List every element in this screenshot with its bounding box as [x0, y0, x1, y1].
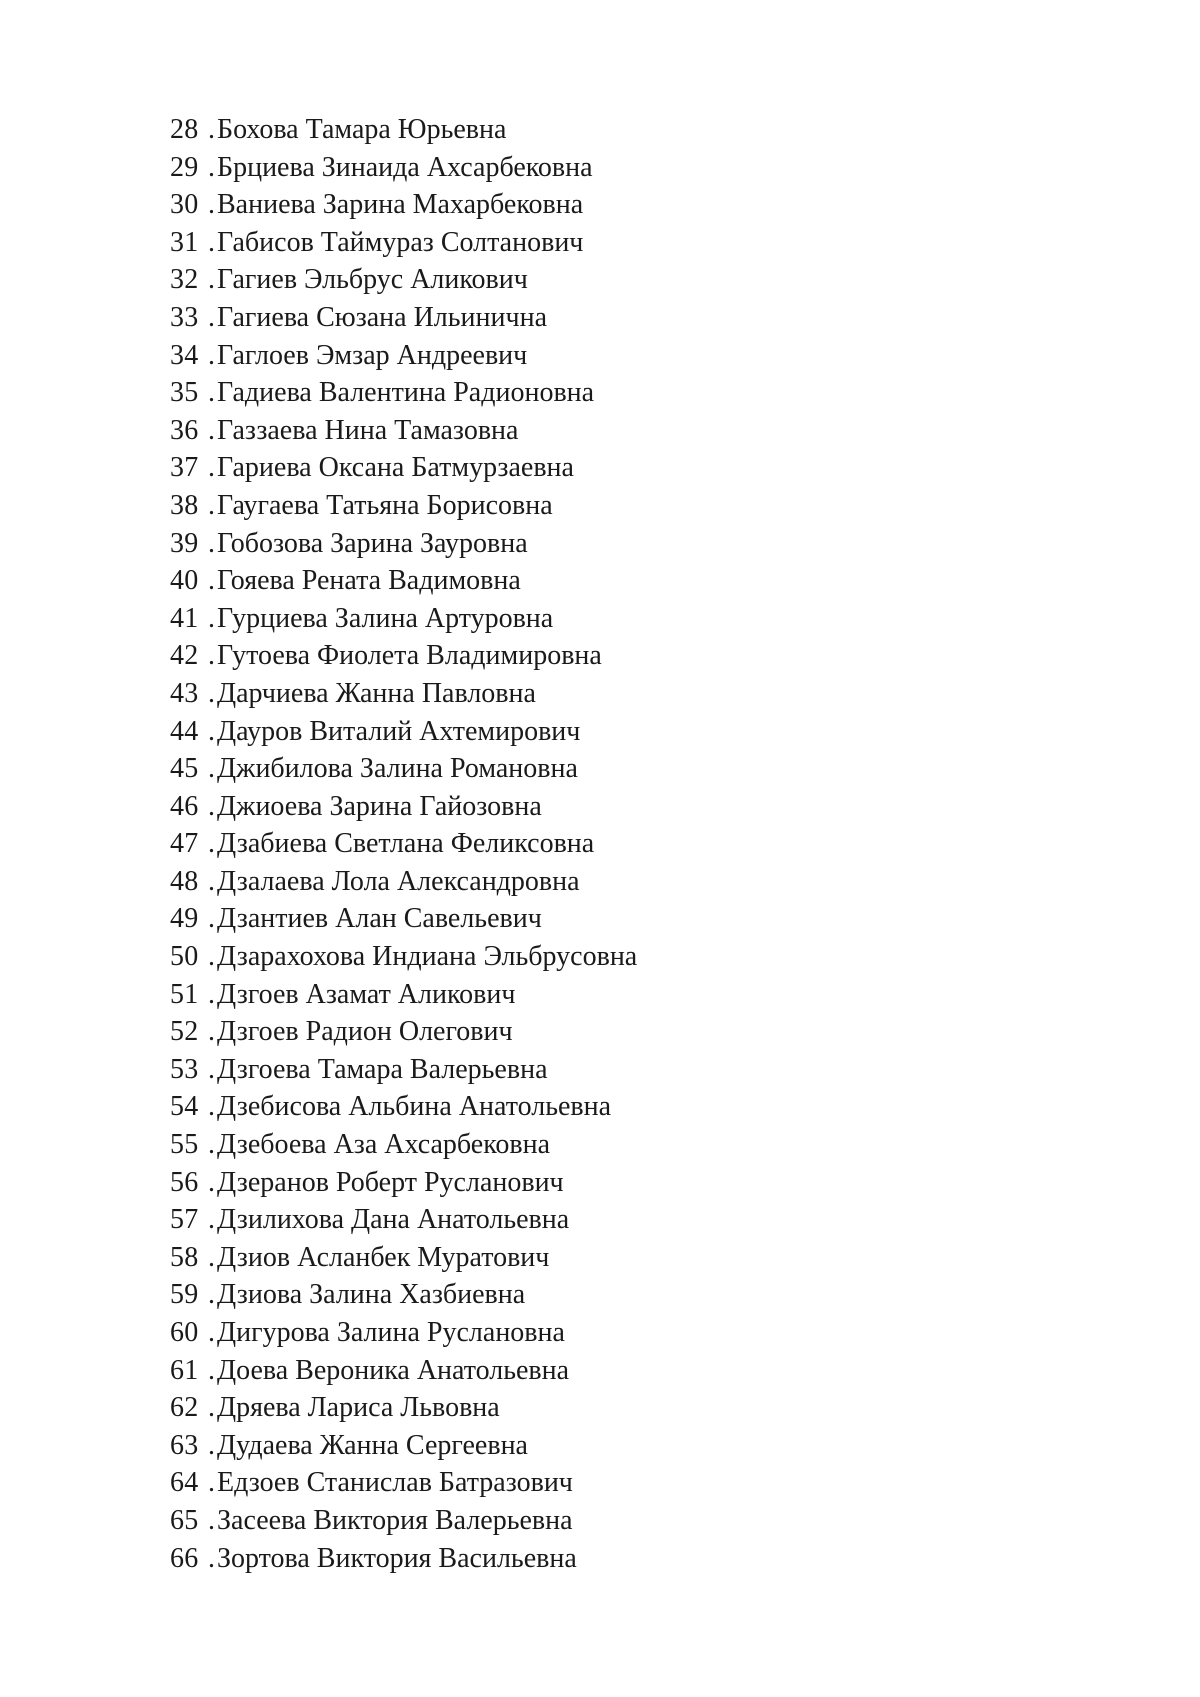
item-number-dot: . [208, 828, 215, 860]
item-full-name: Гагиев Эльбрус Аликович [217, 264, 528, 296]
item-number: 40 [170, 565, 199, 597]
list-item [170, 1013, 637, 1051]
item-number-dot: . [208, 941, 215, 973]
item-number: 39 [170, 527, 199, 559]
item-number-dot: . [208, 339, 215, 371]
item-full-name: Дзгоев Азамат Аликович [217, 978, 516, 1010]
item-full-name: Гагиева Сюзана Ильинична [217, 301, 547, 333]
item-number-dot: . [208, 753, 215, 785]
item-full-name: Дзгоев Радион Олегович [217, 1016, 513, 1048]
item-full-name: Гояева Рената Вадимовна [217, 565, 521, 597]
item-number-dot: . [208, 1053, 215, 1085]
item-number: 36 [170, 414, 199, 446]
item-full-name: Дзабиева Светлана Феликсовна [217, 828, 595, 860]
item-number-dot: . [208, 1129, 215, 1161]
item-number-dot: . [208, 903, 215, 935]
item-full-name: Брциева Зинаида Ахсарбековна [217, 151, 593, 183]
item-number: 63 [170, 1429, 199, 1461]
item-full-name: Дзиов Асланбек Муратович [217, 1241, 550, 1273]
list-item [170, 863, 637, 901]
list-item [170, 675, 637, 713]
item-full-name: Дауров Виталий Ахтемирович [217, 715, 581, 747]
list-item [170, 825, 637, 863]
item-number-dot: . [208, 1392, 215, 1424]
item-number-dot: . [208, 226, 215, 258]
list-item [170, 186, 637, 224]
list-item [170, 1276, 637, 1314]
item-number: 54 [170, 1091, 199, 1123]
item-number-dot: . [208, 1241, 215, 1273]
item-full-name: Дзгоева Тамара Валерьевна [217, 1053, 548, 1085]
list-item [170, 976, 637, 1014]
item-number: 62 [170, 1392, 199, 1424]
item-full-name: Дзарахохова Индиана Эльбрусовна [217, 941, 638, 973]
list-item [170, 713, 637, 751]
item-number-dot: . [208, 790, 215, 822]
item-number: 35 [170, 377, 199, 409]
item-full-name: Габисов Таймураз Солтанович [217, 226, 584, 258]
name-list [170, 111, 637, 1577]
list-item [170, 487, 637, 525]
list-item [170, 1464, 637, 1502]
item-full-name: Дзантиев Алан Савельевич [217, 903, 542, 935]
item-number-dot: . [208, 1317, 215, 1348]
item-full-name: Гурциева Залина Артуровна [217, 602, 554, 634]
item-number: 59 [170, 1279, 199, 1311]
item-number: 47 [170, 828, 199, 860]
item-number-dot: . [208, 377, 215, 409]
item-full-name: Джибилова Залина Романовна [217, 753, 578, 785]
item-number: 58 [170, 1241, 199, 1273]
item-full-name: Гутоева Фиолета Владимировна [217, 640, 602, 672]
item-full-name: Едзоев Станислав Батразович [217, 1467, 573, 1499]
item-number-dot: . [208, 978, 215, 1010]
list-item [170, 750, 637, 788]
list-item [170, 637, 637, 675]
item-number: 29 [170, 151, 199, 183]
item-number: 31 [170, 226, 199, 258]
item-number: 56 [170, 1166, 199, 1198]
item-full-name: Джиоева Зарина Гайозовна [217, 790, 542, 822]
item-number-dot: . [208, 865, 215, 897]
list-item [170, 788, 637, 826]
item-number: 53 [170, 1053, 199, 1085]
item-full-name: Гаглоев Эмзар Андреевич [217, 339, 528, 371]
item-number: 49 [170, 903, 199, 935]
list-item [170, 337, 637, 375]
item-number-dot: . [208, 1467, 215, 1499]
item-number-dot: . [208, 640, 215, 672]
item-number-dot: . [208, 1354, 215, 1386]
item-full-name: Дарчиева Жанна Павловна [217, 677, 536, 709]
item-number-dot: . [208, 1166, 215, 1198]
list-item [170, 1164, 637, 1202]
list-item [170, 1088, 637, 1126]
item-number: 57 [170, 1204, 199, 1236]
item-full-name: Дзебисова Альбина Анатольевна [217, 1091, 612, 1123]
item-full-name: Гадиева Валентина Радионовна [217, 377, 595, 409]
item-full-name: Дзеранов Роберт Русланович [217, 1166, 564, 1198]
item-number: 48 [170, 865, 199, 897]
item-number-dot: . [208, 1091, 215, 1123]
list-item [170, 1126, 637, 1164]
item-number-dot: . [208, 565, 215, 597]
item-full-name: Дигурова Залина Руслановна [217, 1317, 565, 1348]
item-number-dot: . [208, 452, 215, 484]
list-item [170, 299, 637, 337]
item-full-name: Дзилихова Дана Анатольевна [217, 1204, 570, 1236]
list-item [170, 1239, 637, 1277]
item-number-dot: . [208, 602, 215, 634]
item-number-dot: . [208, 1429, 215, 1461]
list-item [170, 1389, 637, 1427]
item-number: 50 [170, 941, 199, 973]
item-full-name: Засеева Виктория Валерьевна [217, 1504, 573, 1536]
item-number-dot: . [208, 414, 215, 446]
item-number: 34 [170, 339, 199, 371]
list-item [170, 1540, 637, 1578]
item-full-name: Дзиова Залина Хазбиевна [217, 1279, 526, 1311]
item-full-name: Дряева Лариса Львовна [217, 1392, 500, 1424]
list-item [170, 449, 637, 487]
item-number: 30 [170, 189, 199, 221]
item-number-dot: . [208, 151, 215, 183]
item-number: 44 [170, 715, 199, 747]
list-item [170, 261, 637, 299]
item-number: 42 [170, 640, 199, 672]
item-full-name: Дзалаева Лола Александровна [217, 865, 580, 897]
item-number-dot: . [208, 527, 215, 559]
list-item [170, 111, 637, 149]
list-item [170, 1352, 637, 1390]
list-item [170, 412, 637, 450]
item-number: 38 [170, 489, 199, 521]
item-number: 65 [170, 1504, 199, 1536]
item-full-name: Дудаева Жанна Сергеевна [217, 1429, 528, 1461]
item-full-name: Гаугаева Татьяна Борисовна [217, 489, 553, 521]
item-number-dot: . [208, 489, 215, 521]
item-number: 64 [170, 1467, 199, 1499]
item-number-dot: . [208, 715, 215, 747]
item-number: 28 [170, 114, 199, 145]
list-item [170, 1314, 637, 1352]
item-number: 52 [170, 1016, 199, 1048]
item-number-dot: . [208, 1504, 215, 1536]
item-number: 55 [170, 1129, 199, 1161]
item-number: 51 [170, 978, 199, 1010]
list-item [170, 149, 637, 187]
item-number: 37 [170, 452, 199, 484]
item-number: 43 [170, 677, 199, 709]
item-number-dot: . [208, 114, 215, 145]
list-item [170, 1201, 637, 1239]
item-number: 45 [170, 753, 199, 785]
item-number: 33 [170, 301, 199, 333]
item-full-name: Бохова Тамара Юрьевна [217, 114, 507, 145]
item-number: 46 [170, 790, 199, 822]
item-number-dot: . [208, 1542, 215, 1574]
item-full-name: Дзебоева Аза Ахсарбековна [217, 1129, 551, 1161]
item-full-name: Зортова Виктория Васильевна [217, 1542, 577, 1574]
list-item [170, 1502, 637, 1540]
item-number-dot: . [208, 1016, 215, 1048]
item-number-dot: . [208, 1279, 215, 1311]
item-number-dot: . [208, 264, 215, 296]
list-item [170, 600, 637, 638]
item-number-dot: . [208, 301, 215, 333]
item-number-dot: . [208, 677, 215, 709]
item-number: 41 [170, 602, 199, 634]
list-item [170, 1427, 637, 1465]
list-item [170, 374, 637, 412]
item-full-name: Гобозова Зарина Зауровна [217, 527, 528, 559]
item-number-dot: . [208, 1204, 215, 1236]
item-number: 66 [170, 1542, 199, 1574]
list-item [170, 525, 637, 563]
item-full-name: Гариева Оксана Батмурзаевна [217, 452, 574, 484]
item-number-dot: . [208, 189, 215, 221]
list-item [170, 562, 637, 600]
list-item [170, 900, 637, 938]
item-full-name: Газзаева Нина Тамазовна [217, 414, 519, 446]
list-item [170, 938, 637, 976]
item-full-name: Ваниева Зарина Махарбековна [217, 189, 584, 221]
item-number: 32 [170, 264, 199, 296]
item-full-name: Доева Вероника Анатольевна [217, 1354, 570, 1386]
item-number: 60 [170, 1317, 199, 1348]
item-number: 61 [170, 1354, 199, 1386]
list-item [170, 224, 637, 262]
list-item [170, 1051, 637, 1089]
